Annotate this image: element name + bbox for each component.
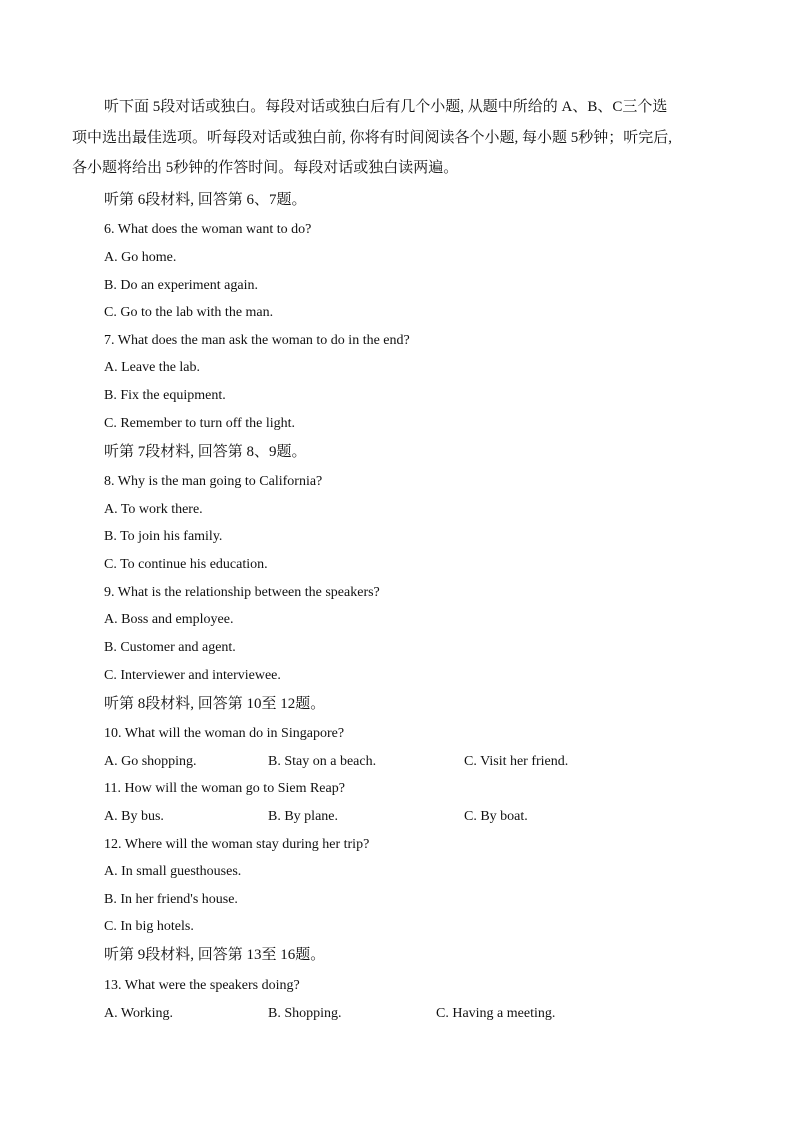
section-heading: 听第 6段材料, 回答第 6、7题。 [104, 192, 307, 208]
question-stem: 13. What were the speakers doing? [104, 978, 300, 993]
section-heading: 听第 8段材料, 回答第 10至 12题。 [104, 696, 326, 712]
section-heading: 听第 9段材料, 回答第 13至 16题。 [104, 947, 326, 963]
answer-option: A. Leave the lab. [104, 360, 201, 375]
instructions-line-3: 各小题将给出 5秒钟的作答时间。每段对话或独白读两遍。 [72, 160, 459, 176]
answer-option: A. To work there. [104, 502, 203, 517]
answer-option: B. To join his family. [104, 529, 223, 544]
answer-option: C. To continue his education. [104, 557, 268, 572]
answer-option: B. In her friend's house. [104, 892, 238, 907]
answer-option: C. Having a meeting. [436, 1006, 556, 1021]
answer-option: C. By boat. [464, 809, 528, 824]
answer-option: C. Interviewer and interviewee. [104, 668, 281, 683]
answer-option: A. Go home. [104, 250, 177, 265]
answer-option: C. In big hotels. [104, 919, 194, 934]
question-stem: 12. Where will the woman stay during her trip? [104, 837, 370, 852]
answer-option: B. Stay on a beach. [268, 754, 377, 769]
answer-option: A. By bus. [104, 809, 164, 824]
question-stem: 9. What is the relationship between the speakers? [104, 585, 380, 600]
answer-option: A. Boss and employee. [104, 612, 234, 627]
question-stem: 7. What does the man ask the woman to do in the end? [104, 333, 410, 348]
instructions-line-2: 项中选出最佳选项。听每段对话或独白前, 你将有时间阅读各个小题, 每小题 5秒钟；听完后, [72, 130, 673, 146]
answer-option: C. Visit her friend. [464, 754, 569, 769]
question-stem: 10. What will the woman do in Singapore? [104, 726, 345, 741]
answer-option: B. Do an experiment again. [104, 278, 258, 293]
answer-option: C. Remember to turn off the light. [104, 416, 296, 431]
question-stem: 11. How will the woman go to Siem Reap? [104, 781, 345, 796]
answer-option: A. Go shopping. [104, 754, 197, 769]
answer-option: A. In small guesthouses. [104, 864, 242, 879]
section-heading: 听第 7段材料, 回答第 8、9题。 [104, 444, 307, 460]
answer-option: B. Fix the equipment. [104, 388, 226, 403]
instructions-line-1: 听下面 5段对话或独白。每段对话或独白后有几个小题, 从题中所给的 A、B、C三个选 [104, 99, 668, 115]
answer-option: C. Go to the lab with the man. [104, 305, 274, 320]
answer-option: B. Shopping. [268, 1006, 342, 1021]
answer-option: B. Customer and agent. [104, 640, 236, 655]
question-stem: 8. Why is the man going to California? [104, 474, 323, 489]
answer-option: B. By plane. [268, 809, 338, 824]
answer-option: A. Working. [104, 1006, 174, 1021]
question-stem: 6. What does the woman want to do? [104, 222, 312, 237]
